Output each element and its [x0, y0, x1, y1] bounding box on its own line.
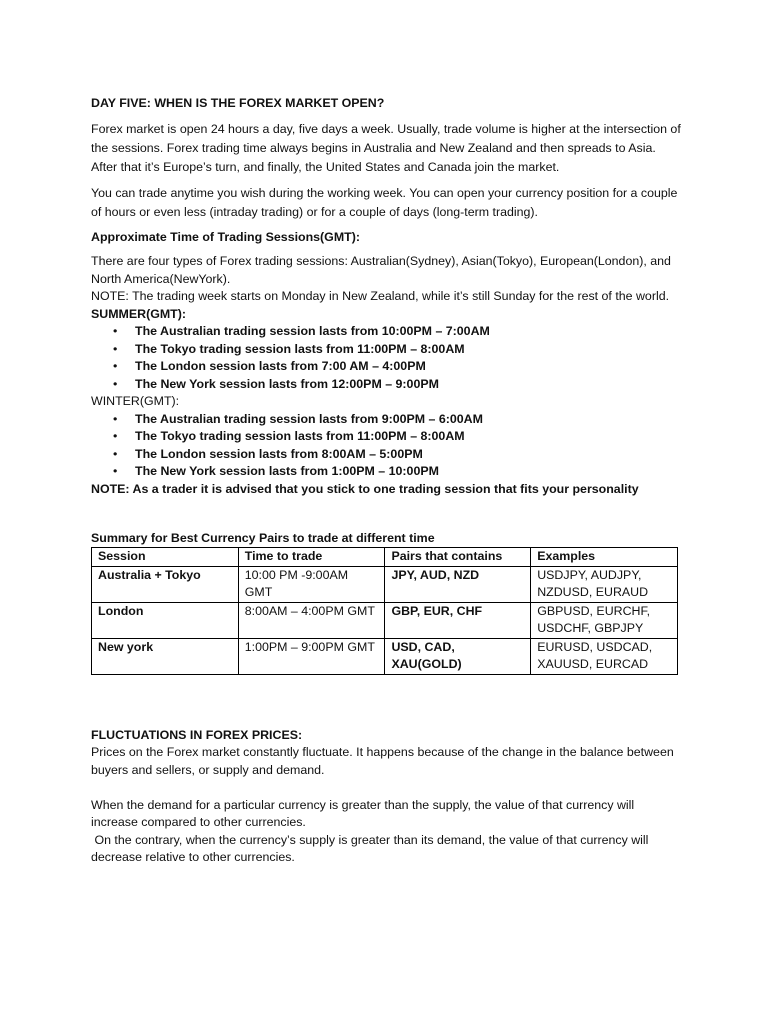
bullet-icon: •: [113, 324, 118, 338]
page-title: DAY FIVE: WHEN IS THE FOREX MARKET OPEN?: [91, 96, 385, 110]
fluctuations-heading: FLUCTUATIONS IN FOREX PRICES:: [91, 727, 303, 742]
list-item: • The New York session lasts from 12:00PM – 9:00PM: [91, 376, 681, 394]
column-header: Pairs that contains: [385, 548, 531, 567]
bullet-icon: •: [113, 376, 118, 391]
bullet-icon: •: [113, 411, 118, 426]
time-cell: 10:00 PM -9:00AM GMT: [238, 566, 385, 602]
intro-paragraph-1: Forex market is open 24 hours a day, five days a week. Usually, trade volume is higher at the intersection of the sessions. Forex trading time always begins in Australia and New Zealand and then spreads to Asia. After that it’s Europe’s turn, and finally, the United States and Canada join the market.: [91, 122, 681, 174]
fluctuations-paragraph-3: On the contrary, when the currency’s supply is greater than its demand, the value of that currency will decrease relative to other currencies.: [91, 832, 652, 864]
table-row: [92, 566, 678, 602]
document-page: [91, 95, 681, 867]
session-cell: Australia + Tokyo: [92, 566, 239, 602]
week-start-note: NOTE: The trading week starts on Monday in New Zealand, while it’s still Sunday for the rest of the world.: [91, 289, 670, 303]
bullet-icon: •: [113, 341, 118, 356]
pairs-cell: JPY, AUD, NZD: [385, 566, 531, 602]
list-item: • The London session lasts from 7:00 AM – 4:00PM: [91, 358, 681, 376]
list-item: • The Australian trading session lasts from 10:00PM – 7:00AM: [91, 323, 681, 341]
bullet-icon: •: [113, 429, 118, 443]
list-item: • The New York session lasts from 1:00PM – 10:00PM: [91, 463, 681, 481]
winter-session-list: [91, 411, 681, 481]
examples-cell: EURUSD, USDCAD, XAUUSD, EURCAD: [531, 638, 678, 674]
list-item: • The Australian trading session lasts from 9:00PM – 6:00AM: [91, 411, 681, 429]
examples-cell: USDJPY, AUDJPY, NZDUSD, EURAUD: [531, 566, 678, 602]
session-types-text: There are four types of Forex trading sessions: Australian(Sydney), Asian(Tokyo), European(London), and North America(NewYork).: [91, 254, 671, 286]
column-header: Session: [92, 548, 239, 567]
list-item: • The London session lasts from 8:00AM – 5:00PM: [91, 446, 681, 464]
fluctuations-paragraph-1: Prices on the Forex market constantly fluctuate. It happens because of the change in the balance between buyers and sellers, or supply and demand.: [91, 745, 674, 777]
currency-pairs-table: [91, 547, 678, 675]
pairs-cell: GBP, EUR, CHF: [385, 602, 531, 638]
sessions-heading: Approximate Time of Trading Sessions(GMT):: [91, 230, 360, 244]
time-cell: 1:00PM – 9:00PM GMT: [238, 638, 385, 674]
column-header: Examples: [531, 548, 678, 567]
time-cell: 8:00AM – 4:00PM GMT: [238, 602, 385, 638]
pairs-cell: USD, CAD, XAU(GOLD): [385, 638, 531, 674]
examples-cell: GBPUSD, EURCHF, USDCHF, GBPJPY: [531, 602, 678, 638]
session-cell: New york: [92, 638, 239, 674]
list-item: • The Tokyo trading session lasts from 11:00PM – 8:00AM: [91, 341, 681, 359]
table-row: [92, 602, 678, 638]
bullet-icon: •: [113, 446, 118, 461]
table-header-row: [92, 548, 678, 567]
paragraph-spacer: [91, 779, 681, 797]
summer-session-list: [91, 323, 681, 393]
column-header: Time to trade: [238, 548, 385, 567]
bullet-icon: •: [113, 464, 118, 478]
intro-paragraph-2: You can trade anytime you wish during the working week. You can open your currency position for a couple of hours or even less (intraday trading) or for a couple of days (long-term trading).: [91, 186, 678, 219]
winter-label: WINTER(GMT):: [91, 394, 180, 408]
summary-table-title: Summary for Best Currency Pairs to trade at different time: [91, 531, 435, 545]
bullet-icon: •: [113, 359, 118, 373]
table-row: [92, 638, 678, 674]
list-item: • The Tokyo trading session lasts from 11:00PM – 8:00AM: [91, 428, 681, 446]
trading-advice-note: NOTE: As a trader it is advised that you stick to one trading session that fits your personality: [91, 481, 639, 496]
summer-label: SUMMER(GMT):: [91, 306, 186, 321]
fluctuations-paragraph-2: When the demand for a particular currency is greater than the supply, the value of that currency will increase compared to other currencies.: [91, 797, 635, 829]
session-cell: London: [92, 602, 239, 638]
